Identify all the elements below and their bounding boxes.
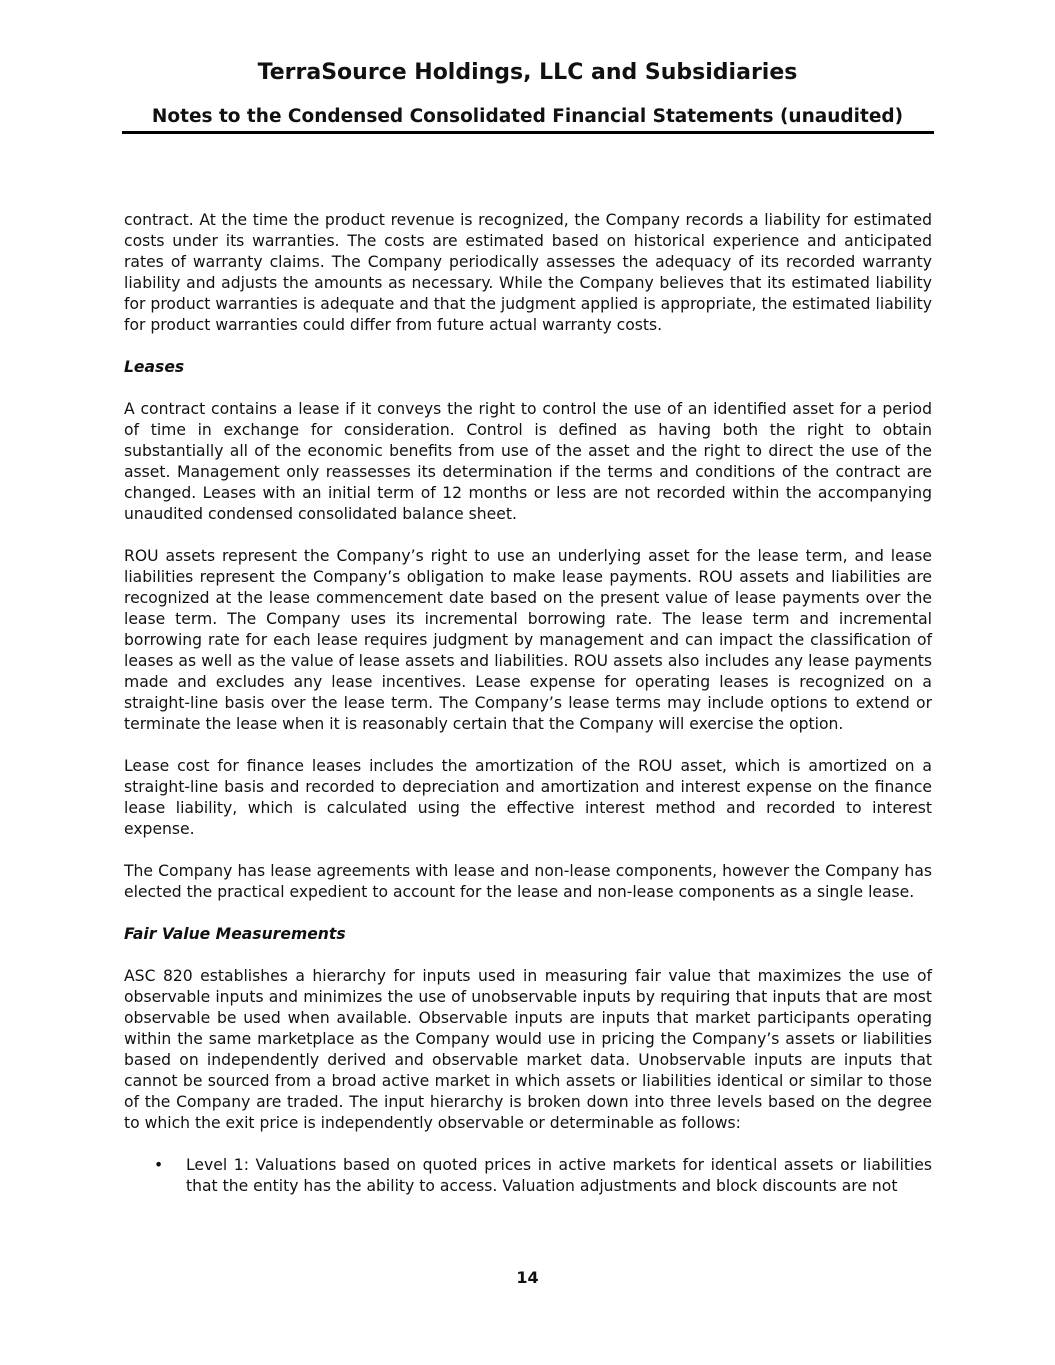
header-rule	[122, 131, 934, 134]
level-1-text: Level 1: Valuations based on quoted prices in active markets for identical assets or liabilities that the entity has the ability to access. Valuation adjustments and block discounts are not	[186, 1156, 932, 1195]
list-item-level-1	[124, 1155, 932, 1197]
bullet-icon: •	[154, 1156, 164, 1174]
heading-leases: Leases	[124, 358, 185, 376]
paragraph-finance-lease-cost: Lease cost for finance leases includes the amortization of the ROU asset, which is amortized on a straight-line basis and recorded to depreciation and amortization and interest expense on the finance lease liability, which is calculated using the effective interest method and recorded to interest expense.	[124, 757, 932, 838]
paragraph-rou-assets: ROU assets represent the Company’s right to use an underlying asset for the lease term, and lease liabilities represent the Company’s obligation to make lease payments. ROU assets and liabilities are recognized at the lease commencement date based on the present value of lease payments over the lease term. The Company uses its incremental borrowing rate. The lease term and incremental borrowing rate for each lease requires judgment by management and can impact the classification of leases as well as the value of lease assets and liabilities. ROU assets also includes any lease payments made and excludes any lease incentives. Lease expense for operating leases is recognized on a straight-line basis over the lease term. The Company’s lease terms may include options to extend or terminate the lease when it is reasonably certain that the Company will exercise the option.	[124, 547, 932, 733]
statement-subtitle: Notes to the Condensed Consolidated Financial Statements (unaudited)	[151, 106, 904, 127]
paragraph-leases-definition: A contract contains a lease if it conveys the right to control the use of an identified asset for a period of time in exchange for consideration. Control is defined as having both the right to obtain substantially all of the economic benefits from use of the asset and the right to direct the use of the asset. Management only reassesses its determination if the terms and conditions of the contract are changed. Leases with an initial term of 12 months or less are not recorded within the accompanying unaudited condensed consolidated balance sheet.	[124, 400, 932, 523]
paragraph-warranty: contract. At the time the product revenue is recognized, the Company records a liability for estimated costs under its warranties. The costs are estimated based on historical experience and anticipated rates of warranty claims. The Company periodically assesses the adequacy of its recorded warranty liability and adjusts the amounts as necessary. While the Company believes that its estimated liability for product warranties is adequate and that the judgment applied is appropriate, the estimated liability for product warranties could differ from future actual warranty costs.	[124, 211, 932, 334]
paragraph-lease-components: The Company has lease agreements with lease and non-lease components, however the Company has elected the practical expedient to account for the lease and non-lease components as a single lease.	[124, 862, 932, 901]
fair-value-levels-list	[124, 1155, 932, 1197]
page-number: 14	[516, 1268, 539, 1287]
paragraph-fair-value-hierarchy: ASC 820 establishes a hierarchy for inputs used in measuring fair value that maximizes the use of observable inputs and minimizes the use of unobservable inputs by requiring that inputs that are most observable be used when available. Observable inputs are inputs that market participants operating within the same marketplace as the Company would use in pricing the Company’s assets or liabilities based on independently derived and observable market data. Unobservable inputs are inputs that cannot be sourced from a broad active market in which assets or liabilities identical or similar to those of the Company are traded. The input hierarchy is broken down into three levels based on the degree to which the exit price is independently observable or determinable as follows:	[124, 967, 932, 1132]
document-body	[124, 210, 932, 1197]
heading-fair-value: Fair Value Measurements	[124, 925, 346, 943]
company-name-heading: TerraSource Holdings, LLC and Subsidiaries	[257, 60, 798, 85]
